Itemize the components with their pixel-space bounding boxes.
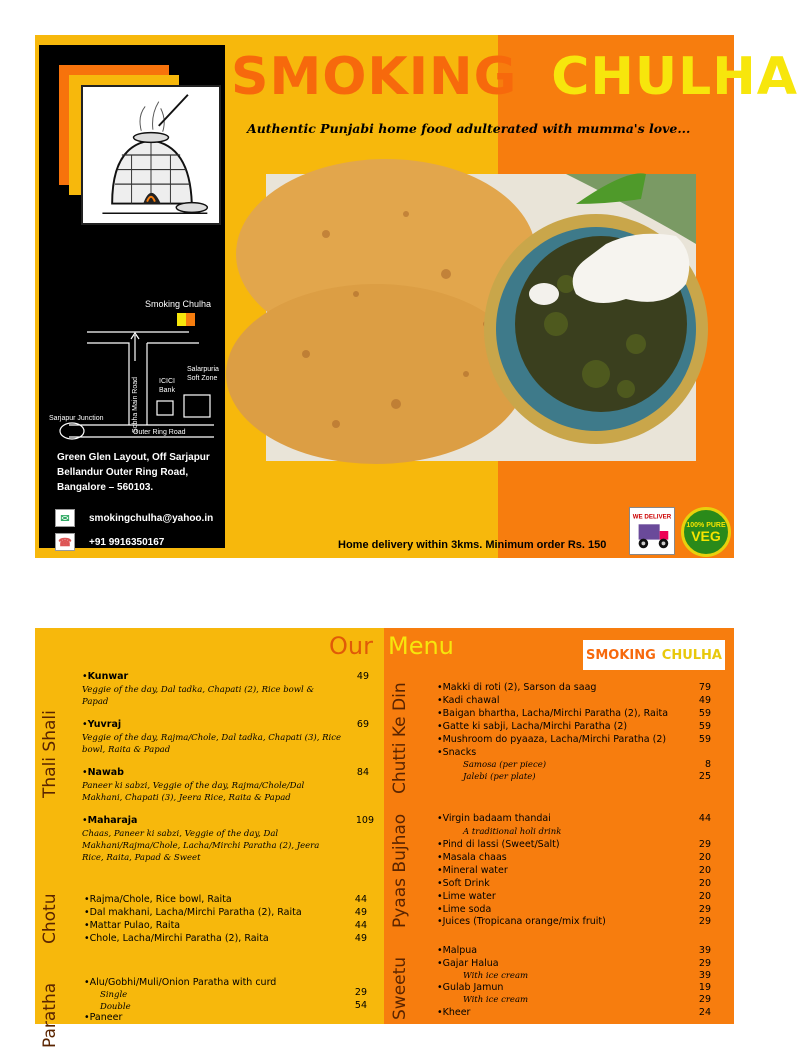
section-label-sweetu: Sweetu [390,956,410,1020]
menu-item: •Kunwar Veggie of the day, Dal tadka, Chapati (2), Rice bowl & Papad [82,671,342,708]
menu-item: •Virgin badaam thandai [437,813,551,824]
chulha-icon [83,87,219,223]
we-deliver-text: WE DELIVER [632,513,672,521]
pure-veg-main: VEG [691,527,721,544]
menu-item: •Gajar Halua [437,958,499,969]
menu-item: •Lime soda [437,904,492,915]
item-price: 19 [698,982,711,993]
item-name: Yuvraj [87,719,122,730]
item-price: 44 [354,894,367,905]
item-price: 49 [354,907,367,918]
item-price: 59 [698,708,711,719]
section-label-thali: Thali Shali [40,710,60,798]
item-sub-text: A traditional holi drink [463,827,562,837]
item-price: 79 [698,682,711,693]
menu-item: •Makki di roti (2), Sarson da saag [437,682,597,693]
menu-item: •Malpua [437,945,478,956]
item-price: 24 [698,1007,711,1018]
section-label-chotu: Chotu [40,893,60,944]
menu-item: •Yuvraj Veggie of the day, Rajma/Chole, Dal tadka, Chapati (3), Rice bowl, Raita & Papad [82,719,342,755]
item-sub-text: With ice cream [463,971,529,981]
menu-item: •Gulab Jamun [437,982,504,993]
item-sub-text: Double [100,1002,131,1012]
menu-item-sub [447,771,536,784]
item-price: 25 [698,771,711,782]
item-price: 29 [698,994,711,1005]
item-price: 20 [698,865,711,876]
menu-item: •Maharaja Chaas, Paneer ki sabzi, Veggie of the day, Dal Makhani/Rajma/Chole, Lacha/Mirchi Paratha (2), Jeera Rice, Raita, Papad & Sweet [82,815,332,864]
food-image [266,174,696,461]
menu-item: •Soft Drink [437,878,490,889]
mini-logo-smoking: SMOKING [585,647,656,663]
item-sub-text: Samosa (per piece) [463,760,547,770]
map-outer-ring-label: Outer Ring Road [133,429,186,436]
brand-title [231,45,798,109]
item-price: 29 [698,904,711,915]
menu-title-our: Our [329,632,373,660]
pure-veg-badge [681,507,731,557]
mini-logo-chulha: CHULHA [661,647,722,663]
item-price: 39 [698,970,711,981]
section-label-pyaas: Pyaas Bujhao [390,813,410,928]
delivery-scooter-icon [630,508,674,554]
menu-item: •Baigan bhartha, Lacha/Mirchi Paratha (2), Raita [437,708,669,719]
item-price: 29 [698,916,711,927]
item-price: 49 [354,933,367,944]
item-price: 8 [704,759,711,770]
item-price: 54 [354,1000,367,1011]
map-sarjapur-label: Sarjapur Junction [49,415,104,422]
email-icon: ✉ [55,509,75,527]
menu-item: •Mattar Pulao, Raita [84,920,181,931]
item-price: 84 [356,767,369,778]
phone-text[interactable]: +91 9916350167 [89,536,165,548]
item-price: 59 [698,734,711,745]
menu-item-sub [84,989,127,1002]
address-line: Bangalore – 560103. [57,482,154,493]
item-price: 20 [698,878,711,889]
menu-item: •Dal makhani, Lacha/Mirchi Paratha (2), Raita [84,907,302,918]
pure-veg-top: 100% PURE [686,521,726,529]
food-photo [266,174,696,461]
menu-item: •Lime water [437,891,496,902]
menu-item: •Chole, Lacha/Mirchi Paratha (2), Raita [84,933,269,944]
item-desc: Veggie of the day, Dal tadka, Chapati (2), Rice bowl & Papad [82,684,315,707]
email-row[interactable] [55,509,213,527]
item-desc: Paneer ki sabzi, Veggie of the day, Rajma/Chole/Dal Makhani, Chapati (3), Jeera Rice, Raita & Papad [82,780,305,803]
menu-item: •Masala chaas [437,852,507,863]
item-price: 20 [698,852,711,863]
menu-item: •Kheer [437,1007,471,1018]
email-text[interactable]: smokingchulha@yahoo.in [89,512,214,524]
menu-item: •Snacks [437,747,477,758]
item-price: 39 [698,945,711,956]
section-label-chutti: Chutti Ke Din [390,682,410,794]
menu-item-sub [447,994,528,1007]
location-map [39,295,225,445]
item-price: 69 [356,719,369,730]
address-line: Bellandur Outer Ring Road, [57,467,189,478]
menu-item: •Nawab Paneer ki sabzi, Veggie of the day, Rajma/Chole/Dal Makhani, Chapati (3), Jeera Rice, Raita & Papad [82,767,332,804]
menu-item-sub [447,759,546,772]
map-restaurant-label: Smoking Chulha [145,299,212,309]
menu-item-sub [447,970,528,983]
map-sobha-road-label: Sobha Main Road [132,376,139,433]
menu-card [35,628,734,1048]
menu-item: •Alu/Gobhi/Muli/Onion Paratha with curd [84,977,277,988]
phone-icon: ☎ [55,533,75,551]
item-sub-text: Single [100,990,128,1000]
item-sub-text: With ice cream [463,995,529,1005]
item-price: 44 [354,920,367,931]
item-price: 20 [698,891,711,902]
menu-item: •Mineral water [437,865,508,876]
item-name: Kunwar [87,671,129,682]
item-price: 44 [698,813,711,824]
delivery-note: Home delivery within 3kms. Minimum order Rs. 150 [338,539,607,551]
item-desc: Veggie of the day, Rajma/Chole, Dal tadka, Chapati (3), Rice bowl, Raita & Papad [82,732,342,755]
phone-row[interactable] [55,533,164,551]
item-name: Maharaja [87,815,138,826]
we-deliver-badge [629,507,675,555]
item-price: 29 [698,839,711,850]
item-price: 29 [698,958,711,969]
menu-item: •Paneer [84,1012,123,1023]
item-name: Nawab [87,767,124,778]
menu-item: •Juices (Tropicana orange/mix fruit) [437,916,606,927]
chulha-illustration [81,85,221,225]
sidebar [39,45,225,548]
map-icici-label: ICICI Bank [159,378,175,394]
item-price: 29 [354,987,367,998]
menu-item: •Gatte ki sabji, Lacha/Mirchi Paratha (2) [437,721,628,732]
section-label-paratha: Paratha [40,982,60,1048]
item-price: 109 [355,815,374,826]
item-desc: Chaas, Paneer ki sabzi, Veggie of the day, Dal Makhani/Rajma/Chole, Lacha/Mirchi Paratha (2), Jeera Rice, Raita, Papad & Sweet [82,828,320,863]
menu-item: •Pind di lassi (Sweet/Salt) [437,839,560,850]
menu-item: •Rajma/Chole, Rice bowl, Raita [84,894,232,905]
brand-word-smoking: SMOKING [231,47,518,107]
menu-item: •Mushroom do pyaaza, Lacha/Mirchi Paratha (2) [437,734,667,745]
item-price: 49 [356,671,369,682]
map-salarpuria-label: Salarpuria Soft Zone [187,366,219,382]
address-line: Green Glen Layout, Off Sarjapur [57,452,210,463]
brand-word-chulha: CHULHA [551,47,798,107]
tagline: Authentic Punjabi home food adulterated with mumma's love... [247,121,691,136]
item-sub-text: Jalebi (per plate) [463,772,536,782]
menu-item: •Kadi chawal [437,695,500,706]
flyer [35,35,798,558]
address [57,450,222,495]
menu-title-menu: Menu [388,632,454,660]
menu-item-sub [447,826,561,839]
mini-logo [583,640,725,670]
item-price: 49 [698,695,711,706]
item-price: 59 [698,721,711,732]
